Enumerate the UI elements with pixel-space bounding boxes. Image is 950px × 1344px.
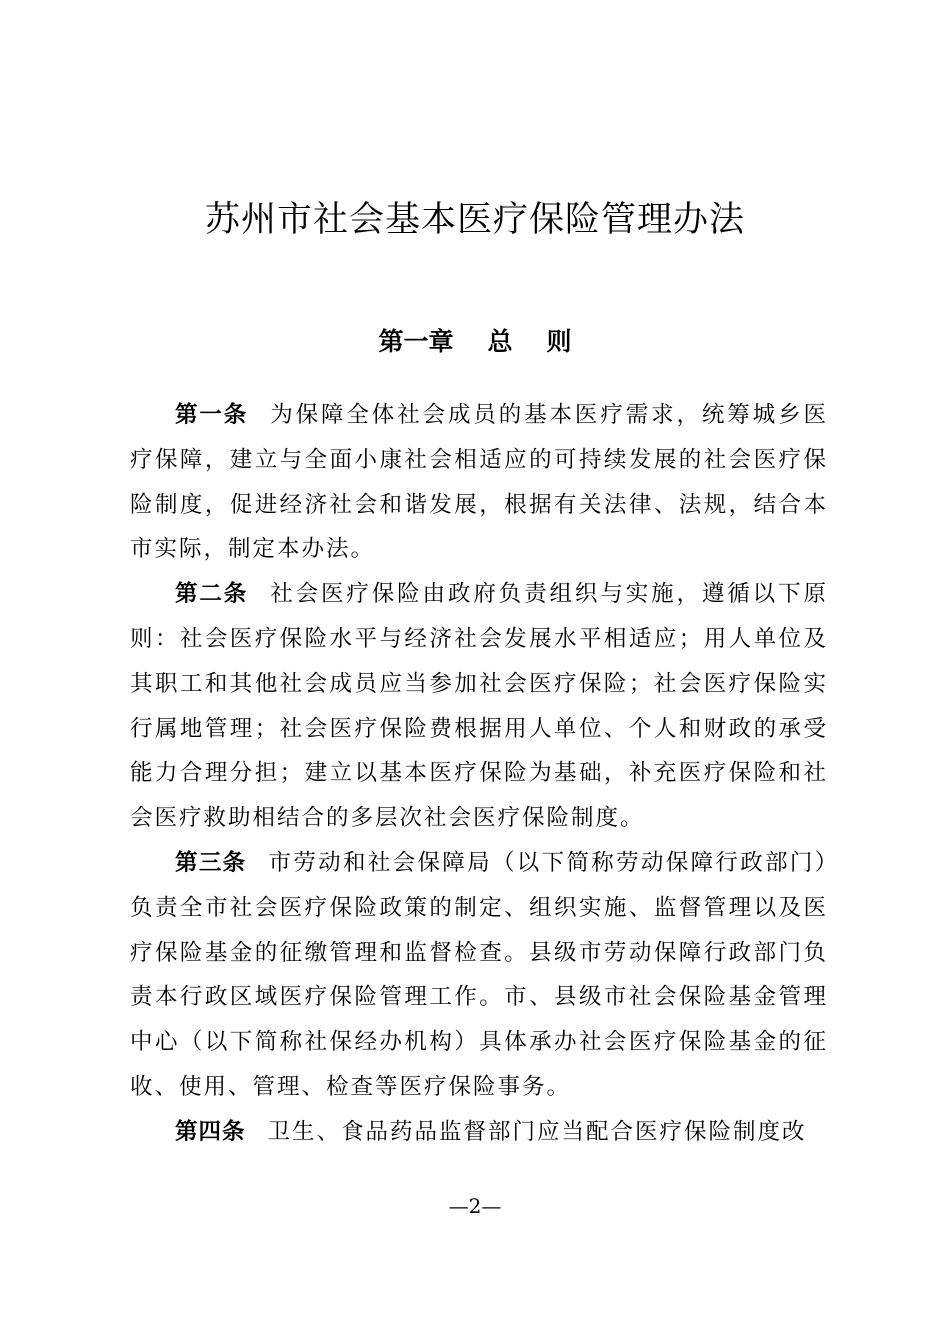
article-text: 卫生、食品药品监督部门应当配合医疗保险制度改	[267, 1118, 807, 1145]
article-1	[130, 393, 828, 572]
article-label: 第一条	[175, 402, 249, 428]
article-3	[130, 841, 828, 1110]
article-4	[130, 1110, 828, 1155]
article-text: 社会医疗保险由政府负责组织与实施，遵循以下原则：社会医疗保险水平与经济社会发展水平相适应；用人单位及其职工和其他社会成员应当参加社会医疗保险；社会医疗保险实行属地管理；社会医疗保险费根据用人单位、个人和财政的承受能力合理分担；建立以基本医疗保险为基础，补充医疗保险和社会医疗救助相结合的多层次社会医疗保险制度。	[130, 581, 828, 832]
article-text: 为保障全体社会成员的基本医疗需求，统筹城乡医疗保障，建立与全面小康社会相适应的可持续发展的社会医疗保险制度，促进经济社会和谐发展，根据有关法律、法规，结合本市实际，制定本办法。	[130, 402, 828, 563]
article-label: 第二条	[175, 581, 249, 608]
chapter-title-char-1: 总	[487, 327, 513, 356]
article-label: 第三条	[175, 849, 247, 876]
page-number: —2—	[448, 1194, 502, 1218]
article-2	[130, 572, 828, 841]
article-label: 第四条	[175, 1118, 246, 1145]
chapter-heading	[0, 320, 950, 364]
chapter-number: 第一章	[378, 327, 454, 356]
chapter-title-char-2: 则	[546, 327, 572, 356]
article-text: 市劳动和社会保障局（以下简称劳动保障行政部门）负责全市社会医疗保险政策的制定、组织实施、监督管理以及医疗保险基金的征缴管理和监督检查。县级市劳动保障行政部门负责本行政区域医疗保险管理工作。市、县级市社会保险基金管理中心（以下简称社保经办机构）具体承办社会医疗保险基金的征收、使用、管理、检查等医疗保险事务。	[130, 849, 828, 1100]
document-title: 苏州市社会基本医疗保险管理办法	[204, 200, 745, 240]
chapter-body	[130, 393, 828, 1155]
